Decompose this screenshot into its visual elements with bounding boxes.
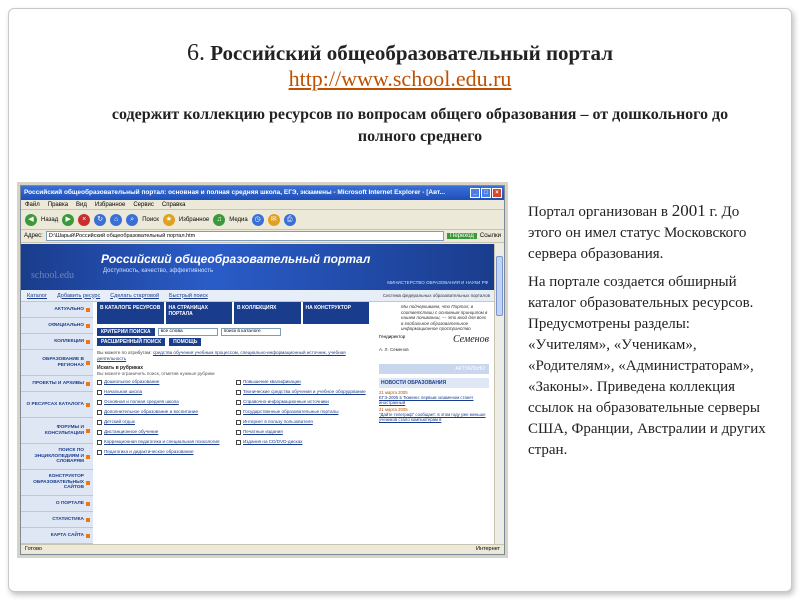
checkbox-icon (97, 420, 102, 425)
director-quote: Мы подчеркиваем, что Портал, в соответствии с основным принципом в нашем понимании, — это вход для всех в глобальное образовательное информационное пространство (401, 304, 488, 331)
tab-collections[interactable]: В КОЛЛЕКЦИЯХ (234, 302, 301, 324)
slide-subtitle: содержит коллекцию ресурсов по вопросам общего образования – от дошкольного до полного среднего (111, 106, 729, 145)
description-text (528, 200, 773, 468)
nav-item[interactable]: ОБРАЗОВАНИЕ В РЕГИОНАХ (21, 350, 93, 376)
signature-row (373, 332, 495, 347)
checkbox-icon (97, 440, 102, 445)
rubric-item[interactable]: Повышение квалификации (236, 379, 369, 389)
search-criteria-button[interactable]: КРИТЕРИИ ПОИСКА (97, 328, 155, 336)
refresh-icon[interactable]: ↻ (94, 214, 106, 226)
page-viewport (21, 244, 496, 546)
ministry-label: МИНИСТЕРСТВО ОБРАЗОВАНИЯ И НАУКИ РФ (387, 280, 488, 285)
search-icon[interactable]: ⌕ (126, 214, 138, 226)
nav-item[interactable]: ПОИСК ПО ЭНЦИКЛОПЕДИЯМ И СЛОВАРЯМ (21, 444, 93, 470)
status-bar (21, 544, 504, 554)
menu-bar (21, 200, 504, 210)
links-label[interactable]: Ссылки (479, 233, 501, 239)
portal-watermark: school.edu (31, 270, 75, 281)
make-start-link[interactable]: Сделать стартовой (110, 292, 160, 299)
signature-label: Гендиректор (379, 333, 406, 339)
print-icon[interactable]: ⎙ (284, 214, 296, 226)
address-label: Адрес: (24, 233, 43, 239)
rubric-item[interactable]: Государственные образовательные порталы (236, 409, 369, 419)
menu-tools[interactable]: Сервис (133, 202, 154, 208)
mail-icon[interactable]: ✉ (268, 214, 280, 226)
search-button-label[interactable]: Поиск (142, 216, 159, 223)
window-titlebar (21, 186, 504, 200)
system-portals-text: Система федеральных образовательных порталов (382, 293, 490, 298)
favorites-button-label[interactable]: Избранное (178, 216, 210, 223)
rubric-hint: Вы можете ограничить поиск, отметив нужные рубрики (97, 371, 215, 376)
browser-toolbar (21, 210, 504, 230)
status-text: Готово (25, 546, 42, 552)
news-item[interactable]: 21 марта 2005 "Дайте телеграф" сообщает: в этом году уже меньше учеников стало компьютерам в (379, 406, 486, 422)
news-item[interactable]: 21 марта 2005 ЕГЭ-2005 в Тюмени: первым экзаменом станет иностранный (379, 389, 474, 405)
status-zone: Интернет (476, 546, 500, 552)
browser-screenshot (20, 185, 505, 555)
add-resource-link[interactable]: Добавить ресурс (57, 292, 101, 299)
go-button[interactable]: Переход (447, 233, 477, 239)
rubric-item[interactable]: Основная и полная средняя школа (97, 399, 230, 409)
window-title: Российский общеобразовательный портал: основная и полная средняя школа, ЕГЭ, экзамены - Microsoft Internet Explorer - [Авт... (24, 189, 446, 196)
portal-banner (21, 244, 496, 290)
rubric-title: Искать в рубриках (97, 365, 144, 371)
checkbox-icon (236, 400, 241, 405)
menu-edit[interactable]: Правка (47, 202, 69, 208)
nav-item[interactable]: ФОРУМЫ И КОНСУЛЬТАЦИИ (21, 418, 93, 444)
nav-item[interactable]: О РЕСУРСАХ КАТАЛОГА (21, 392, 93, 418)
portal-title: Российский общеобразовательный портал (101, 252, 371, 266)
home-icon[interactable]: ⌂ (110, 214, 122, 226)
portal-tagline: Доступность, качество, эффективность (103, 268, 214, 274)
checkbox-icon (97, 400, 102, 405)
rubric-item[interactable]: Интернет в пользу пользователя (236, 419, 369, 429)
scroll-thumb[interactable] (496, 256, 503, 316)
checkbox-icon (236, 410, 241, 415)
checkbox-icon (97, 430, 102, 435)
signature-mark: Семенов (452, 333, 489, 345)
help-button[interactable]: ПОМОЩЬ (169, 338, 201, 346)
portal-top-links (21, 290, 496, 302)
rubric-item[interactable]: Начальная школа (97, 389, 230, 399)
rubric-item[interactable]: Педагогика и дидактическое образование (97, 449, 230, 459)
forward-arrow-icon[interactable]: ▶ (62, 214, 74, 226)
stop-icon[interactable]: × (78, 214, 90, 226)
slide-number: 6. (187, 40, 205, 66)
portal-right-column (373, 302, 495, 546)
rubric-item[interactable]: Дистанционное обучение (97, 429, 230, 439)
back-arrow-icon[interactable]: ◀ (25, 214, 37, 226)
rubric-list (97, 379, 369, 459)
favorites-star-icon[interactable]: ★ (163, 214, 175, 226)
menu-view[interactable]: Вид (76, 202, 87, 208)
rubric-item[interactable]: Издания на CD/DVD-дисках (236, 439, 369, 449)
checkbox-icon (236, 380, 241, 385)
slide-title-text: Российский общеобразовательный портал (210, 41, 613, 65)
minimize-icon[interactable]: _ (470, 188, 480, 198)
nav-item[interactable]: АКТУАЛЬНО (21, 302, 93, 318)
menu-file[interactable]: Файл (25, 202, 40, 208)
nav-item[interactable]: КОНСТРУКТОР ОБРАЗОВАТЕЛЬНЫХ САЙТОВ (21, 470, 93, 496)
media-button-label[interactable]: Медиа (229, 216, 248, 223)
rubric-item[interactable]: Печатные издания (236, 429, 369, 439)
portal-left-nav (21, 302, 93, 546)
checkbox-icon (97, 380, 102, 385)
catalog-link[interactable]: Каталог (27, 292, 47, 299)
back-button-label[interactable]: Назад (41, 216, 59, 223)
search-note: Вы можете по атрибутам: средства обучения учебным процессом, специально-информационный источник, учебная деятельность (97, 350, 346, 361)
checkbox-icon (97, 390, 102, 395)
rubric-item[interactable]: Коррекционная педагогика и специальная психология (97, 439, 230, 449)
nav-item[interactable]: ОФИЦИАЛЬНО (21, 318, 93, 334)
vertical-scrollbar[interactable] (494, 244, 504, 546)
menu-favorites[interactable]: Избранное (94, 202, 126, 208)
quick-search-link[interactable]: Быстрый поиск (169, 292, 208, 299)
nav-item[interactable]: КАРТА САЙТА (21, 528, 93, 544)
checkbox-icon (236, 390, 241, 395)
rubric-item[interactable]: Детский отдых (97, 419, 230, 429)
description-paragraph-2: На портале создается обширный каталог образовательных ресурсов. Предусмотрены разделы: «Учителям», «Ученикам», «Родителям», «Администраторам», «Законы». Приведена коллекция ссылок на образовательные серверы США, Франции, Австралии и других стран. (528, 274, 766, 458)
checkbox-icon (236, 420, 241, 425)
rubric-item[interactable]: Технические средства обучения и учебное оборудование (236, 389, 369, 399)
rubric-item[interactable]: Дошкольное образование (97, 379, 230, 389)
news-header: НОВОСТИ ОБРАЗОВАНИЯ (379, 378, 489, 388)
address-bar (21, 230, 504, 243)
checkbox-icon (236, 440, 241, 445)
catalog-search-input[interactable]: поиск в каталоге (221, 328, 281, 336)
rubric-item[interactable]: Дополнительное образование и воспитание (97, 409, 230, 419)
address-input[interactable]: D:\Шарый\Российский общеобразовательный портал.htm (46, 231, 444, 241)
checkbox-icon (97, 450, 102, 455)
nav-item[interactable]: СТАТИСТИКА (21, 512, 93, 528)
portal-url-link[interactable]: http://www.school.edu.ru (288, 66, 512, 91)
nav-item[interactable]: КОЛЛЕКЦИИ (21, 334, 93, 350)
tab-catalog[interactable]: В КАТАЛОГЕ РЕСУРСОВ (97, 302, 164, 324)
rubric-item[interactable]: Справочно-информационные источники (236, 399, 369, 409)
media-icon[interactable]: ♫ (213, 214, 225, 226)
checkbox-icon (97, 410, 102, 415)
menu-help[interactable]: Справка (161, 202, 186, 208)
portal-search-panel (97, 302, 369, 546)
history-icon[interactable]: ◷ (252, 214, 264, 226)
maximize-icon[interactable]: □ (481, 188, 491, 198)
slide-title (0, 40, 800, 67)
tab-portal-pages[interactable]: НА СТРАНИЦАХ ПОРТАЛА (166, 302, 233, 324)
close-icon[interactable]: × (492, 188, 502, 198)
extended-search-button[interactable]: РАСШИРЕННЫЙ ПОИСК (97, 338, 165, 346)
tab-constructor[interactable]: НА КОНСТРУКТОР (303, 302, 370, 324)
actual-news-button[interactable]: АКТУАЛЬНО (379, 364, 489, 374)
nav-item[interactable]: ПРОЕКТЫ И АРХИВЫ (21, 376, 93, 392)
nav-item[interactable]: О ПОРТАЛЕ (21, 496, 93, 512)
word-mode-select[interactable]: все слова (158, 328, 218, 336)
checkbox-icon (236, 430, 241, 435)
signature-full-name: А. Л. Семенов (379, 346, 409, 352)
description-paragraph-1: Портал организован в 2001 г. До этого он имел статус Московского сервера образования. (528, 201, 747, 262)
